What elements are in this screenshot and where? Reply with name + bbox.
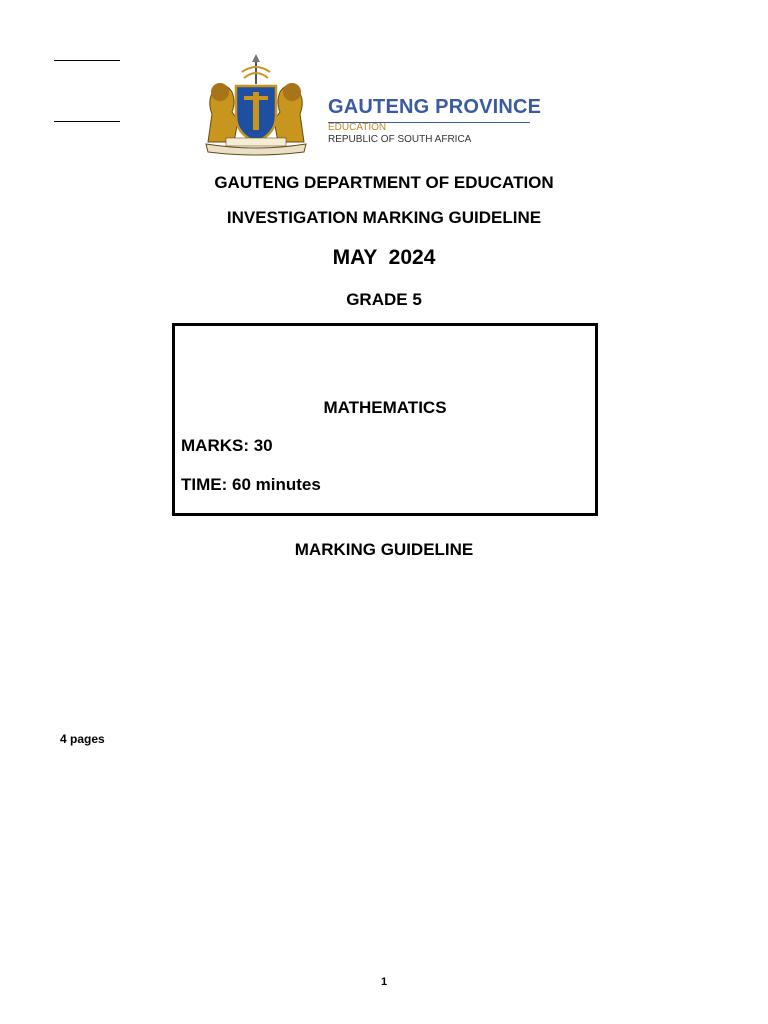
subject-label: MATHEMATICS	[323, 398, 447, 417]
department-title: GAUTENG DEPARTMENT OF EDUCATION	[214, 173, 554, 192]
education-label: EDUCATION	[328, 122, 387, 133]
coat-of-arms-icon	[186, 54, 326, 158]
subject-info-box	[172, 323, 598, 516]
exam-date: MAY 2024	[332, 246, 436, 269]
marks-label: MARKS: 30	[181, 436, 273, 455]
document-title: INVESTIGATION MARKING GUIDELINE	[226, 208, 542, 227]
country-label: REPUBLIC OF SOUTH AFRICA	[328, 134, 472, 145]
province-name: GAUTENG PROVINCE	[328, 96, 542, 118]
blank-line-1	[54, 60, 120, 61]
page-number: 1	[380, 976, 388, 988]
time-label: TIME: 60 minutes	[181, 475, 321, 494]
marking-guideline-heading: MARKING GUIDELINE	[294, 540, 474, 559]
grade-label: GRADE 5	[346, 290, 422, 309]
page-count: 4 pages	[60, 732, 105, 746]
blank-line-2	[54, 121, 120, 122]
gauteng-logo	[176, 54, 551, 158]
